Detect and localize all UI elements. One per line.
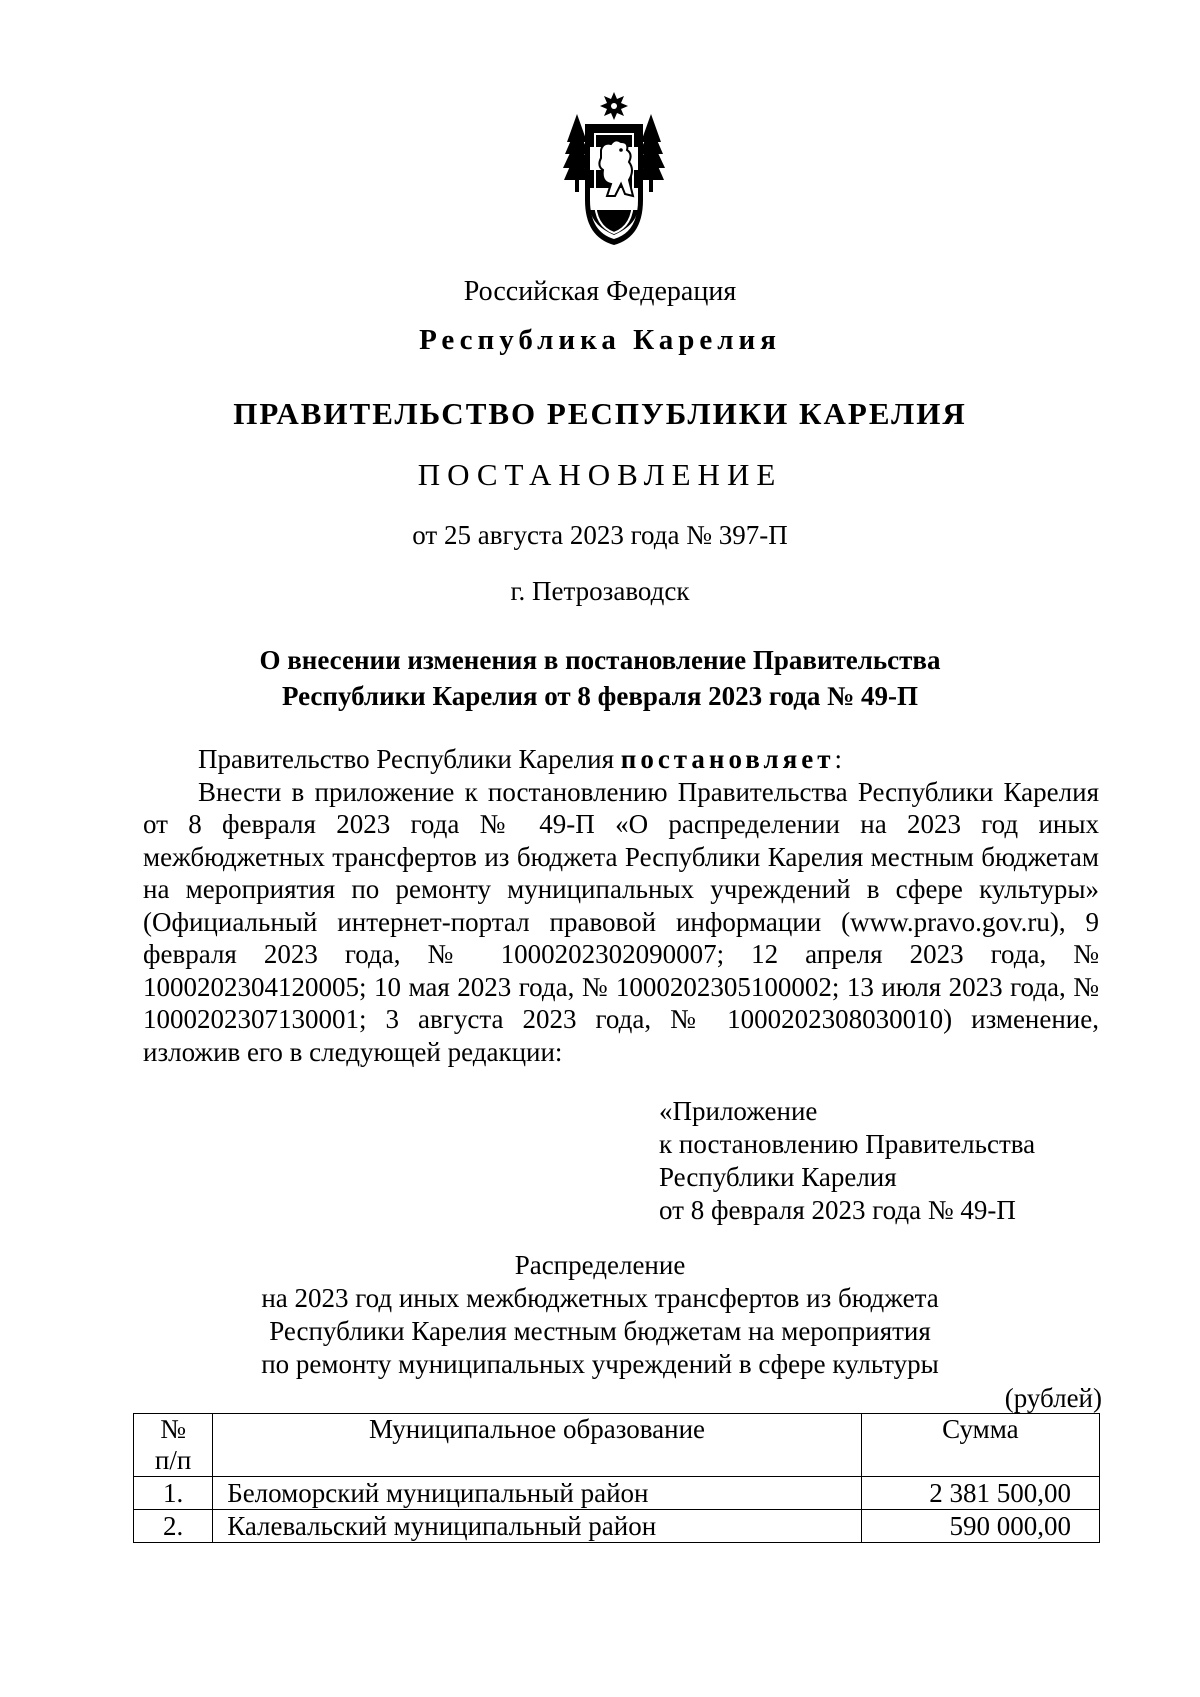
table-header-row xyxy=(134,1414,1100,1477)
distribution-line-2: на 2023 год иных межбюджетных трансфертов из бюджета xyxy=(261,1283,939,1313)
header-municipality: Муниципальное образование xyxy=(213,1414,862,1477)
attachment-block xyxy=(659,1095,1035,1227)
row-amount: 2 381 500,00 xyxy=(861,1477,1099,1510)
republic-name: Республика Карелия xyxy=(419,324,781,356)
table-row xyxy=(134,1477,1100,1510)
header-number xyxy=(134,1414,213,1477)
distribution-title: Распределение xyxy=(514,1250,686,1280)
header-number-line-1: № xyxy=(160,1414,186,1444)
intro-paragraph xyxy=(143,743,1099,776)
subject-line-2: Республики Карелия от 8 февраля 2023 года № 49-П xyxy=(281,681,919,711)
coat-of-arms-icon xyxy=(563,92,665,247)
city-name: г. Петрозаводск xyxy=(510,576,690,606)
units-label: (рублей) xyxy=(1004,1383,1102,1413)
decree-body xyxy=(143,743,1099,1068)
attachment-line-4: от 8 февраля 2023 года № 49-П xyxy=(659,1195,1016,1225)
distribution-title-block xyxy=(0,1249,1200,1381)
row-amount: 590 000,00 xyxy=(861,1510,1099,1543)
distribution-line-3: Республики Карелия местным бюджетам на мероприятия xyxy=(269,1316,931,1346)
intro-prefix: Правительство Республики Карелия xyxy=(198,744,621,774)
document-type: ПОСТАНОВЛЕНИЕ xyxy=(417,457,783,492)
attachment-line-3: Республики Карелия xyxy=(659,1162,897,1192)
distribution-line-4: по ремонту муниципальных учреждений в сфере культуры xyxy=(261,1349,939,1379)
intro-action: постановляет xyxy=(620,744,835,774)
main-paragraph: Внести в приложение к постановлению Правительства Республики Карелия от 8 февраля 2023 года № 49-П «О распределении на 2023 год иных межбюджетных трансфертов из бюджета Республики Карелия местным бюджетам на мероприятия по ремонту муниципальных учреждений в сфере культуры» (Официальный интернет-портал правовой информации (www.pravo.gov.ru), 9 февраля 2023 года, № 1000202302090007; 12 апреля 2023 года, № 1000202304120005; 10 мая 2023 года, № 1000202305100002; 13 июля 2023 года, № 1000202307130001; 3 августа 2023 года, № 1000202308030010) изменение, изложив его в следующей редакции: xyxy=(143,776,1099,1067)
header-amount: Сумма xyxy=(861,1414,1099,1477)
star-icon xyxy=(600,92,628,120)
row-municipality: Беломорский муниципальный район xyxy=(213,1477,862,1510)
attachment-line-2: к постановлению Правительства xyxy=(659,1129,1036,1159)
attachment-line-1: «Приложение xyxy=(659,1096,818,1126)
federation-name: Российская Федерация xyxy=(463,276,737,307)
distribution-table xyxy=(133,1413,1100,1543)
row-number: 2. xyxy=(134,1510,213,1543)
government-name: ПРАВИТЕЛЬСТВО РЕСПУБЛИКИ КАРЕЛИЯ xyxy=(233,396,967,431)
table-row xyxy=(134,1510,1100,1543)
header-number-line-2: п/п xyxy=(154,1445,192,1475)
row-number: 1. xyxy=(134,1477,213,1510)
intro-suffix: : xyxy=(834,744,843,774)
decree-date-number: от 25 августа 2023 года № 397-П xyxy=(412,520,788,550)
subject-line-1: О внесении изменения в постановление Правительства xyxy=(259,645,941,675)
row-municipality: Калевальский муниципальный район xyxy=(213,1510,862,1543)
decree-subject xyxy=(0,642,1200,714)
